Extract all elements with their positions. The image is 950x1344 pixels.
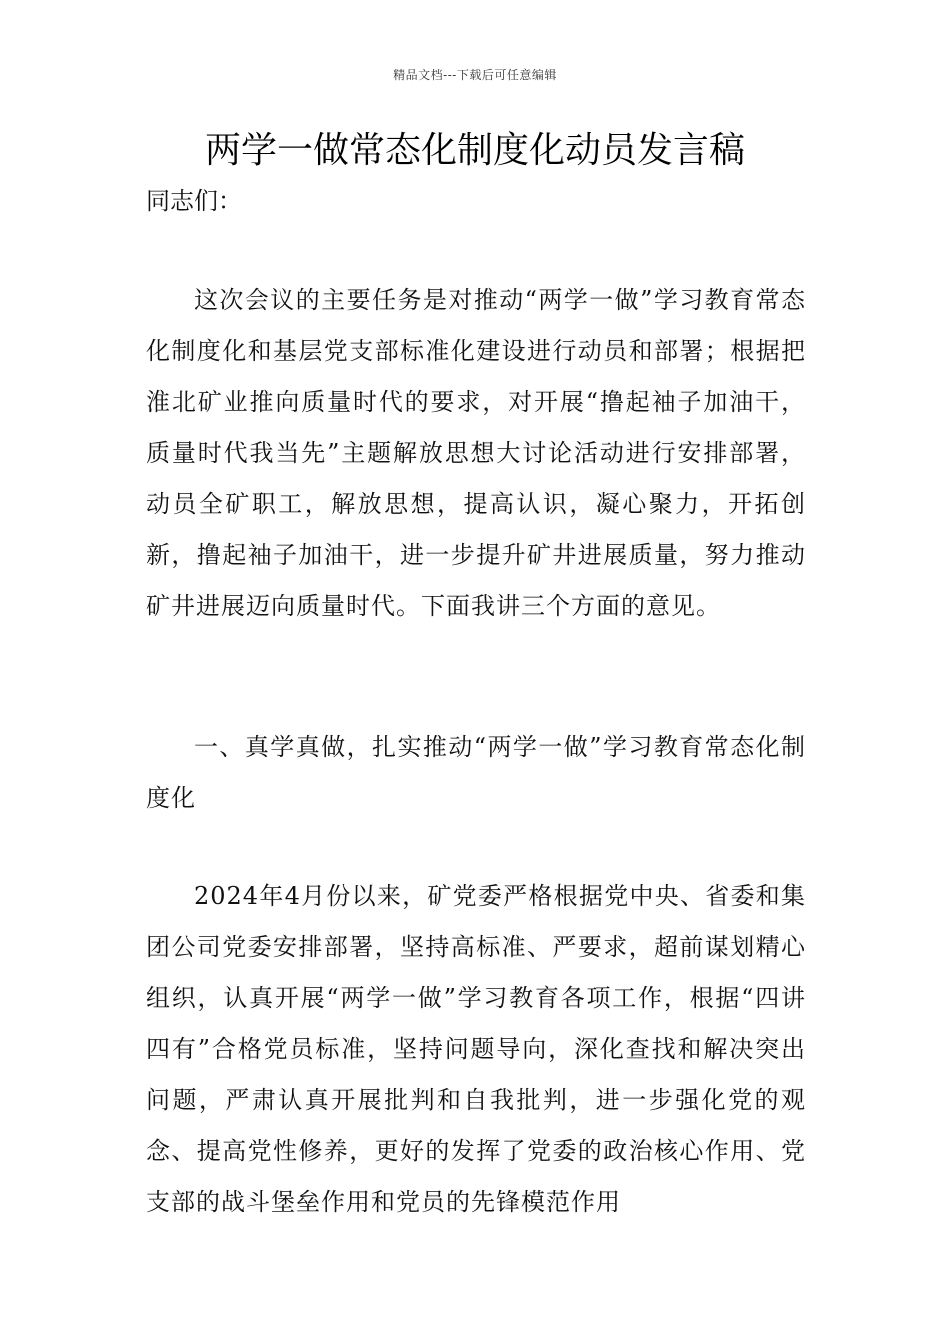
paragraph-intro: 这次会议的主要任务是对推动“两学一做”学习教育常态化制度化和基层党支部标准化建设进行动员和部署；根据把淮北矿业推向质量时代的要求，对开展“撸起袖子加油干，质量时代我当先”主题解放思想大讨论活动进行安排部署，动员全矿职工，解放思想，提高认识，凝心聚力，开拓创新，撸起袖子加油干，进一步提升矿井进展质量，努力推动矿井进展迈向质量时代。下面我讲三个方面的意见。 bbox=[146, 286, 806, 620]
page-header: 精品文档---下载后可任意编辑 bbox=[393, 68, 557, 82]
section-heading-1: 一、真学真做，扎实推动“两学一做”学习教育常态化制度化 bbox=[146, 733, 806, 812]
salutation: 同志们： bbox=[146, 187, 242, 215]
paragraph-section-1: 2024年4月份以来，矿党委严格根据党中央、省委和集团公司党委安排部署，坚持高标准、严要求，超前谋划精心组织，认真开展“两学一做”学习教育各项工作，根据“四讲四有”合格党员标准，坚持问题导向，深化查找和解决突出问题，严肃认真开展批判和自我批判，进一步强化党的观念、提高党性修养，更好的发挥了党委的政治核心作用、党支部的战斗堡垒作用和党员的先锋模范作用 bbox=[146, 882, 806, 1216]
document-title: 两学一做常态化制度化动员发言稿 bbox=[204, 130, 745, 171]
